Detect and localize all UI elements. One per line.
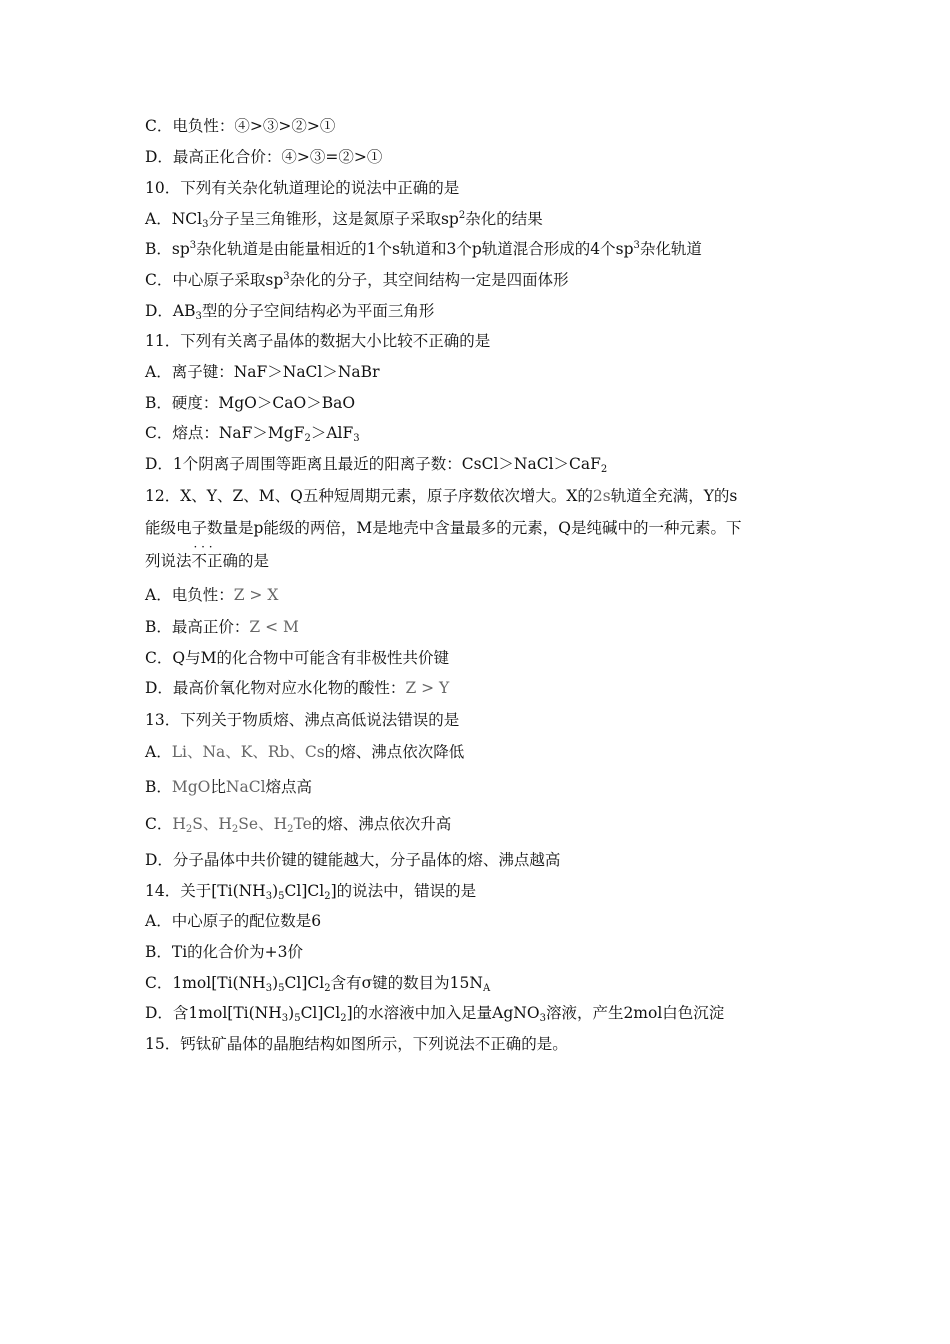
- q14-option-c: C．$1mol[Ti(NH_3)_5Cl]Cl_2$含有σ键的数目为$15N_A$: [145, 974, 491, 994]
- q11-option-c: C．熔点：NaF＞MgF$_2$＞AlF$_3$: [145, 424, 360, 444]
- q13-option-c: C．$H_2S$、$H_2Se$、$H_2Te$的熔、沸点依次升高: [145, 815, 452, 835]
- q12-stem-line2: 能级电子数量是p能级的两倍，M是地壳中含量最多的元素，Q是纯碱中的一种元素。下: [145, 519, 742, 537]
- q15-stem: 15．钙钛矿晶体的晶胞结构如图所示，下列说法不正确的是。: [145, 1035, 568, 1053]
- q13-option-a: A．Li、Na、K、Rb、Cs的熔、沸点依次降低: [145, 743, 465, 761]
- q10-option-b: B．$sp^3$杂化轨道是由能量相近的1个s轨道和3个p轨道混合形成的4个$sp^3$杂化轨道: [145, 240, 702, 258]
- q11-option-a: A．离子键：NaF＞NaCl＞NaBr: [145, 363, 380, 381]
- q13-option-b: B．MgO比NaCl熔点高: [145, 778, 313, 796]
- q10-stem: 10．下列有关杂化轨道理论的说法中正确的是: [145, 179, 460, 197]
- q14-option-b: B．Ti的化合价为+3价: [145, 943, 304, 961]
- q11-option-b: B．硬度：MgO＞CaO＞BaO: [145, 394, 356, 412]
- q14-option-d: D．含$1mol[Ti(NH_3)_5Cl]Cl_2$]的水溶液中加入足量AgNO$_3$溶液，产生2mol白色沉淀: [145, 1004, 725, 1024]
- q14-stem: 14．关于$[Ti(NH_3)_5Cl]Cl_2$]的说法中，错误的是: [145, 882, 477, 902]
- q13-option-d: D．分子晶体中共价键的键能越大，分子晶体的熔、沸点越高: [145, 851, 561, 869]
- q9-option-c: C．电负性：④>③>②>①: [145, 117, 336, 135]
- q10-option-c: C．中心原子采取$sp^3$杂化的分子，其空间结构一定是四面体形: [145, 271, 569, 289]
- q12-stem-line1: 12．X、Y、Z、M、Q五种短周期元素，原子序数依次增大。X的2s轨道全充满，Y的s: [145, 487, 738, 505]
- q13-stem: 13．下列关于物质熔、沸点高低说法错误的是: [145, 711, 460, 729]
- q10-option-a: A．NCl$_3$分子呈三角锥形，这是氮原子采取$sp^2$杂化的结果: [145, 210, 543, 230]
- q12-option-b: B．最高正价：Z < M: [145, 618, 299, 636]
- emphasis-dots: · · · 不正确: [192, 551, 239, 571]
- q12-option-a: A．电负性：Z > X: [145, 586, 279, 604]
- q14-option-a: A．中心原子的配位数是6: [145, 912, 322, 930]
- q12-option-c: C．Q与M的化合物中可能含有非极性共价键: [145, 649, 449, 667]
- q9-option-d: D．最高正化合价：④>③=②>①: [145, 148, 383, 166]
- q11-option-d: D．1个阴离子周围等距离且最近的阳离子数：CsCl＞NaCl＞CaF$_2$: [145, 455, 608, 475]
- q12-stem-line3: 列说法· · · 不正确的是: [145, 551, 805, 571]
- q10-option-d: D．$AB_3$型的分子空间结构必为平面三角形: [145, 302, 435, 322]
- q12-option-d: D．最高价氧化物对应水化物的酸性：Z > Y: [145, 679, 450, 697]
- q11-stem: 11．下列有关离子晶体的数据大小比较不正确的是: [145, 332, 491, 350]
